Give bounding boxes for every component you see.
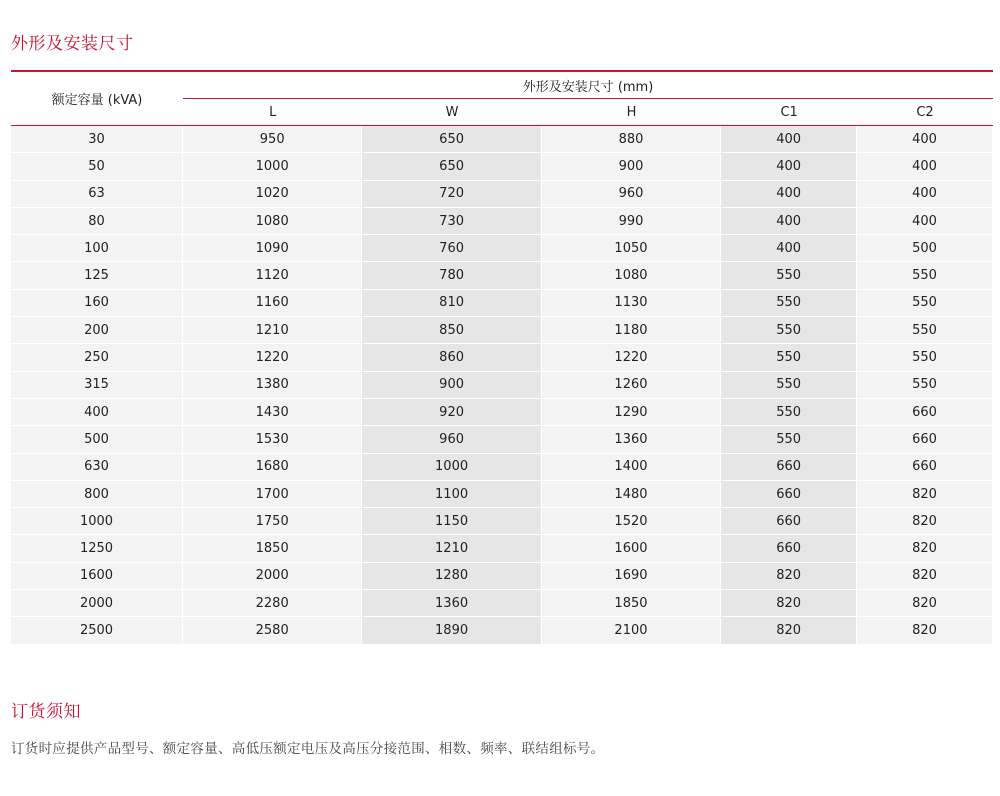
cell-capacity: 50 xyxy=(11,153,183,180)
cell-w: 1360 xyxy=(362,590,541,617)
cell-c1: 550 xyxy=(721,399,857,426)
cell-w: 760 xyxy=(362,235,541,262)
order-instructions-text: 订货时应提供产品型号、额定容量、高低压额定电压及高压分接范围、相数、频率、联结组标号。 xyxy=(11,741,605,757)
cell-h: 1850 xyxy=(542,590,721,617)
table-row xyxy=(11,181,993,208)
cell-capacity: 125 xyxy=(11,262,183,289)
cell-h: 1220 xyxy=(542,344,721,371)
cell-c1: 820 xyxy=(721,617,857,644)
cell-c2: 550 xyxy=(857,290,993,317)
cell-h: 880 xyxy=(542,126,721,153)
table-row xyxy=(11,290,993,317)
cell-capacity: 2500 xyxy=(11,617,183,644)
table-row xyxy=(11,535,993,562)
cell-c1: 820 xyxy=(721,563,857,590)
cell-l: 1090 xyxy=(183,235,362,262)
cell-w: 650 xyxy=(362,153,541,180)
cell-l: 2000 xyxy=(183,563,362,590)
cell-l: 1680 xyxy=(183,454,362,481)
cell-l: 1210 xyxy=(183,317,362,344)
column-header-h: H xyxy=(542,99,721,126)
cell-c2: 820 xyxy=(857,590,993,617)
cell-c1: 820 xyxy=(721,590,857,617)
cell-w: 780 xyxy=(362,262,541,289)
cell-l: 1000 xyxy=(183,153,362,180)
table-body xyxy=(11,126,993,645)
column-header-dimensions-group: 外形及安装尺寸 (mm) xyxy=(183,72,993,99)
cell-c2: 550 xyxy=(857,372,993,399)
cell-l: 1850 xyxy=(183,535,362,562)
table-row xyxy=(11,208,993,235)
cell-c2: 400 xyxy=(857,153,993,180)
column-header-capacity: 额定容量 (kVA) xyxy=(11,72,183,126)
cell-capacity: 30 xyxy=(11,126,183,153)
table-row xyxy=(11,399,993,426)
cell-c1: 550 xyxy=(721,426,857,453)
cell-h: 1130 xyxy=(542,290,721,317)
order-section-title: 订货须知 xyxy=(11,702,81,722)
cell-h: 2100 xyxy=(542,617,721,644)
table-row xyxy=(11,262,993,289)
cell-l: 1080 xyxy=(183,208,362,235)
cell-c1: 660 xyxy=(721,508,857,535)
cell-capacity: 630 xyxy=(11,454,183,481)
cell-w: 1890 xyxy=(362,617,541,644)
cell-h: 1290 xyxy=(542,399,721,426)
dimensions-table xyxy=(11,72,993,645)
cell-c2: 820 xyxy=(857,617,993,644)
cell-capacity: 800 xyxy=(11,481,183,508)
table-row xyxy=(11,590,993,617)
cell-l: 1160 xyxy=(183,290,362,317)
table-row xyxy=(11,481,993,508)
cell-capacity: 1600 xyxy=(11,563,183,590)
cell-h: 1480 xyxy=(542,481,721,508)
cell-l: 1430 xyxy=(183,399,362,426)
table-row xyxy=(11,454,993,481)
cell-c2: 400 xyxy=(857,126,993,153)
column-header-c2: C2 xyxy=(857,99,993,126)
cell-l: 1020 xyxy=(183,181,362,208)
table-row xyxy=(11,563,993,590)
cell-h: 1600 xyxy=(542,535,721,562)
cell-c1: 660 xyxy=(721,481,857,508)
column-header-l: L xyxy=(183,99,362,126)
cell-capacity: 160 xyxy=(11,290,183,317)
cell-l: 1220 xyxy=(183,344,362,371)
cell-c1: 400 xyxy=(721,126,857,153)
cell-h: 1400 xyxy=(542,454,721,481)
cell-h: 1050 xyxy=(542,235,721,262)
table-row xyxy=(11,153,993,180)
table-row xyxy=(11,344,993,371)
cell-c2: 550 xyxy=(857,344,993,371)
cell-c2: 660 xyxy=(857,454,993,481)
cell-c1: 400 xyxy=(721,208,857,235)
table-row xyxy=(11,126,993,153)
column-header-w: W xyxy=(362,99,541,126)
cell-capacity: 63 xyxy=(11,181,183,208)
cell-capacity: 100 xyxy=(11,235,183,262)
cell-c2: 660 xyxy=(857,399,993,426)
cell-h: 1260 xyxy=(542,372,721,399)
table-row xyxy=(11,317,993,344)
cell-capacity: 400 xyxy=(11,399,183,426)
cell-c1: 660 xyxy=(721,535,857,562)
dimensions-section-title: 外形及安装尺寸 xyxy=(11,34,134,54)
column-header-c1: C1 xyxy=(721,99,857,126)
table-header-row-group xyxy=(11,72,993,99)
cell-c2: 660 xyxy=(857,426,993,453)
table-row xyxy=(11,372,993,399)
table-row xyxy=(11,235,993,262)
cell-w: 1280 xyxy=(362,563,541,590)
cell-c1: 550 xyxy=(721,262,857,289)
cell-capacity: 80 xyxy=(11,208,183,235)
cell-w: 850 xyxy=(362,317,541,344)
cell-w: 730 xyxy=(362,208,541,235)
cell-l: 2280 xyxy=(183,590,362,617)
cell-w: 900 xyxy=(362,372,541,399)
cell-c2: 500 xyxy=(857,235,993,262)
cell-c1: 550 xyxy=(721,372,857,399)
cell-l: 1380 xyxy=(183,372,362,399)
cell-l: 950 xyxy=(183,126,362,153)
cell-capacity: 2000 xyxy=(11,590,183,617)
cell-capacity: 200 xyxy=(11,317,183,344)
cell-w: 810 xyxy=(362,290,541,317)
cell-l: 2580 xyxy=(183,617,362,644)
cell-w: 1000 xyxy=(362,454,541,481)
cell-c1: 400 xyxy=(721,235,857,262)
cell-c2: 820 xyxy=(857,481,993,508)
cell-h: 1360 xyxy=(542,426,721,453)
cell-h: 1080 xyxy=(542,262,721,289)
cell-c1: 550 xyxy=(721,317,857,344)
cell-capacity: 250 xyxy=(11,344,183,371)
cell-w: 1210 xyxy=(362,535,541,562)
cell-h: 1520 xyxy=(542,508,721,535)
cell-c2: 400 xyxy=(857,181,993,208)
cell-c2: 400 xyxy=(857,208,993,235)
cell-capacity: 1250 xyxy=(11,535,183,562)
cell-h: 960 xyxy=(542,181,721,208)
cell-h: 900 xyxy=(542,153,721,180)
cell-capacity: 500 xyxy=(11,426,183,453)
cell-c1: 550 xyxy=(721,344,857,371)
table-row xyxy=(11,617,993,644)
cell-c1: 660 xyxy=(721,454,857,481)
cell-c2: 550 xyxy=(857,262,993,289)
cell-capacity: 315 xyxy=(11,372,183,399)
cell-w: 920 xyxy=(362,399,541,426)
cell-w: 650 xyxy=(362,126,541,153)
cell-h: 1180 xyxy=(542,317,721,344)
table-row xyxy=(11,426,993,453)
cell-c2: 820 xyxy=(857,563,993,590)
cell-w: 1100 xyxy=(362,481,541,508)
cell-c1: 550 xyxy=(721,290,857,317)
cell-w: 1150 xyxy=(362,508,541,535)
cell-c1: 400 xyxy=(721,181,857,208)
cell-w: 960 xyxy=(362,426,541,453)
cell-h: 1690 xyxy=(542,563,721,590)
cell-c2: 820 xyxy=(857,535,993,562)
cell-w: 860 xyxy=(362,344,541,371)
cell-h: 990 xyxy=(542,208,721,235)
cell-l: 1120 xyxy=(183,262,362,289)
table-row xyxy=(11,508,993,535)
cell-c2: 820 xyxy=(857,508,993,535)
cell-c2: 550 xyxy=(857,317,993,344)
cell-w: 720 xyxy=(362,181,541,208)
cell-l: 1700 xyxy=(183,481,362,508)
table-header xyxy=(11,72,993,126)
cell-l: 1750 xyxy=(183,508,362,535)
cell-c1: 400 xyxy=(721,153,857,180)
cell-l: 1530 xyxy=(183,426,362,453)
cell-capacity: 1000 xyxy=(11,508,183,535)
